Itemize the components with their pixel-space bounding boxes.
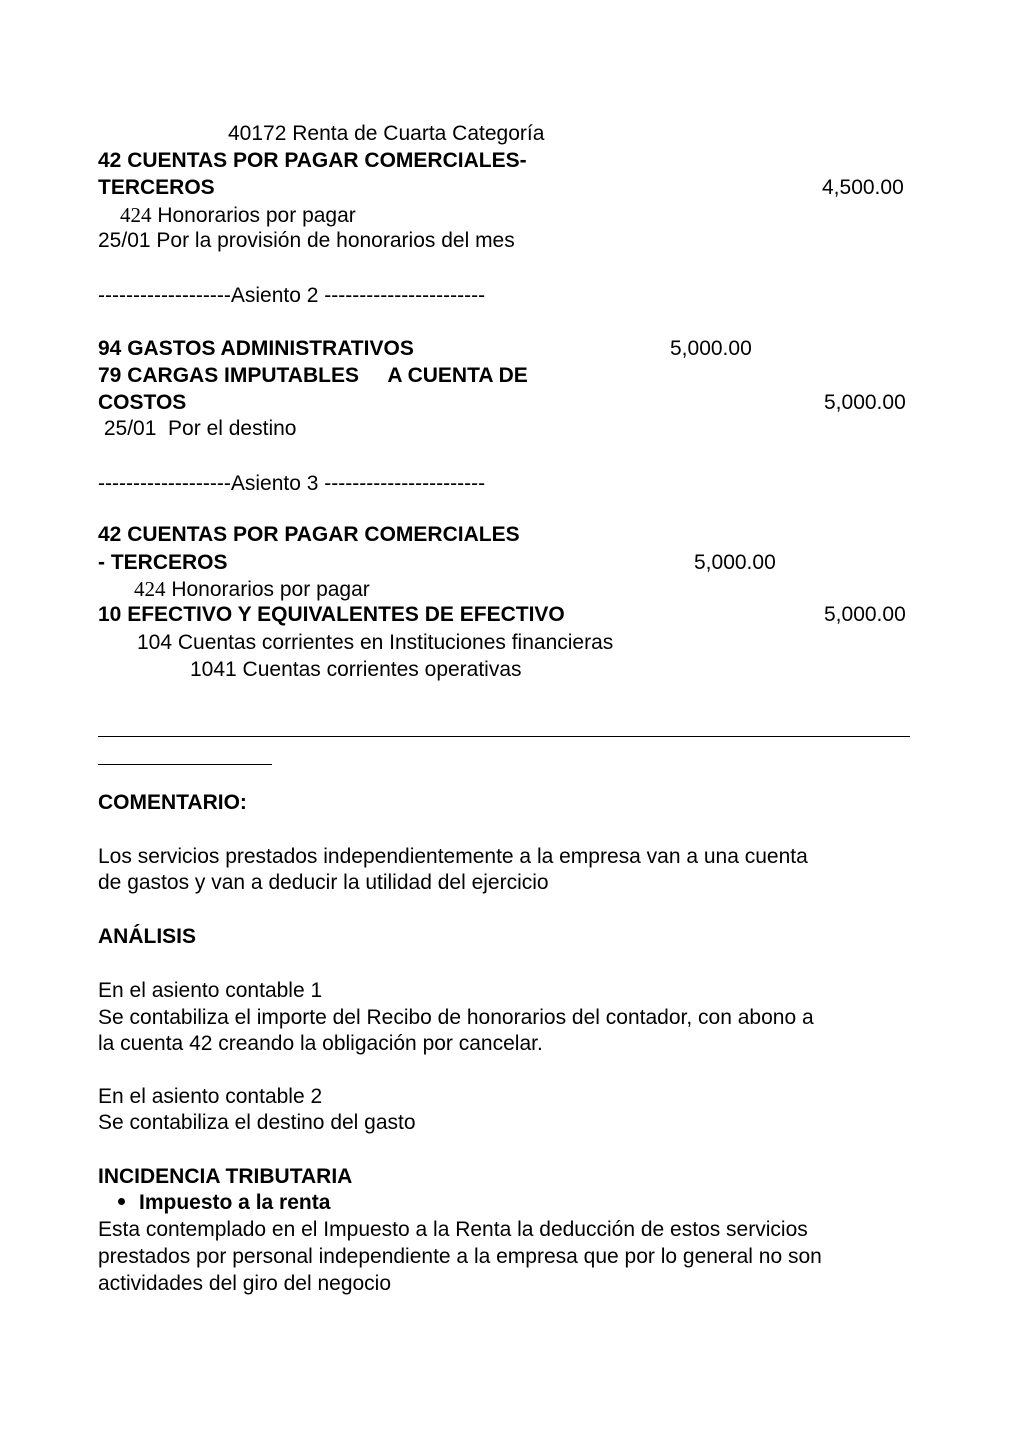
paragraph-line: de gastos y van a deducir la utilidad del ejercicio: [98, 871, 549, 894]
account-42-line1: 42 CUENTAS POR PAGAR COMERCIALES: [98, 523, 520, 546]
amount-debit-94: 5,000.00: [670, 337, 752, 360]
paragraph-line: Esta contemplado en el Impuesto a la Renta la deducción de estos servicios: [98, 1218, 808, 1241]
amount-credit-42: 4,500.00: [822, 176, 904, 199]
paragraph-line: Los servicios prestados independientemente a la empresa van a una cuenta: [98, 845, 808, 868]
bullet-icon: [118, 1198, 125, 1205]
account-42-line2: - TERCEROS: [98, 551, 228, 574]
paragraph-line: la cuenta 42 creando la obligación por cancelar.: [98, 1032, 543, 1055]
subaccount-label: Honorarios por pagar: [151, 204, 356, 227]
account-79-line1: 79 CARGAS IMPUTABLES A CUENTA DE: [98, 364, 528, 387]
subaccount-104: 104 Cuentas corrientes en Instituciones financieras: [137, 631, 614, 654]
subaccount-40172: 40172 Renta de Cuarta Categoría: [228, 122, 545, 145]
horizontal-rule: [98, 736, 910, 737]
paragraph-line: En el asiento contable 1: [98, 979, 323, 1002]
account-79-line2: COSTOS: [98, 391, 187, 414]
paragraph-line: En el asiento contable 2: [98, 1085, 323, 1108]
paragraph-line: Se contabiliza el importe del Recibo de honorarios del contador, con abono a: [98, 1006, 814, 1029]
account-42-line1: 42 CUENTAS POR PAGAR COMERCIALES-: [98, 149, 527, 172]
horizontal-rule: [98, 764, 272, 765]
subaccount-code: 424: [120, 203, 152, 227]
paragraph-line: actividades del giro del negocio: [98, 1272, 392, 1295]
subaccount-424: [134, 576, 370, 603]
paragraph-line: prestados por personal independiente a la empresa que por lo general no son: [98, 1245, 822, 1268]
subaccount-1041: 1041 Cuentas corrientes operativas: [190, 658, 522, 681]
subaccount-424: [120, 202, 356, 229]
account-10: 10 EFECTIVO Y EQUIVALENTES DE EFECTIVO: [98, 603, 565, 626]
amount-debit-42: 5,000.00: [694, 551, 776, 574]
asiento-3-separator: -------------------Asiento 3 -----------------------: [98, 472, 486, 495]
account-42-line2: TERCEROS: [98, 176, 215, 199]
amount-credit-10: 5,000.00: [824, 603, 906, 626]
section-heading-comentario: COMENTARIO:: [98, 791, 247, 814]
subaccount-code: 424: [134, 577, 166, 601]
entry-gloss: 25/01 Por el destino: [98, 417, 297, 440]
entry-gloss: 25/01 Por la provisión de honorarios del mes: [98, 229, 515, 252]
bullet-item: [118, 1190, 330, 1216]
section-heading-analisis: ANÁLISIS: [98, 925, 197, 948]
section-heading-incidencia: INCIDENCIA TRIBUTARIA: [98, 1165, 353, 1188]
paragraph-line: Se contabiliza el destino del gasto: [98, 1111, 416, 1134]
asiento-2-separator: -------------------Asiento 2 -----------------------: [98, 284, 486, 307]
account-94: 94 GASTOS ADMINISTRATIVOS: [98, 337, 414, 360]
subaccount-label: Honorarios por pagar: [165, 578, 370, 601]
bullet-label: Impuesto a la renta: [139, 1191, 331, 1214]
amount-credit-79: 5,000.00: [824, 391, 906, 414]
